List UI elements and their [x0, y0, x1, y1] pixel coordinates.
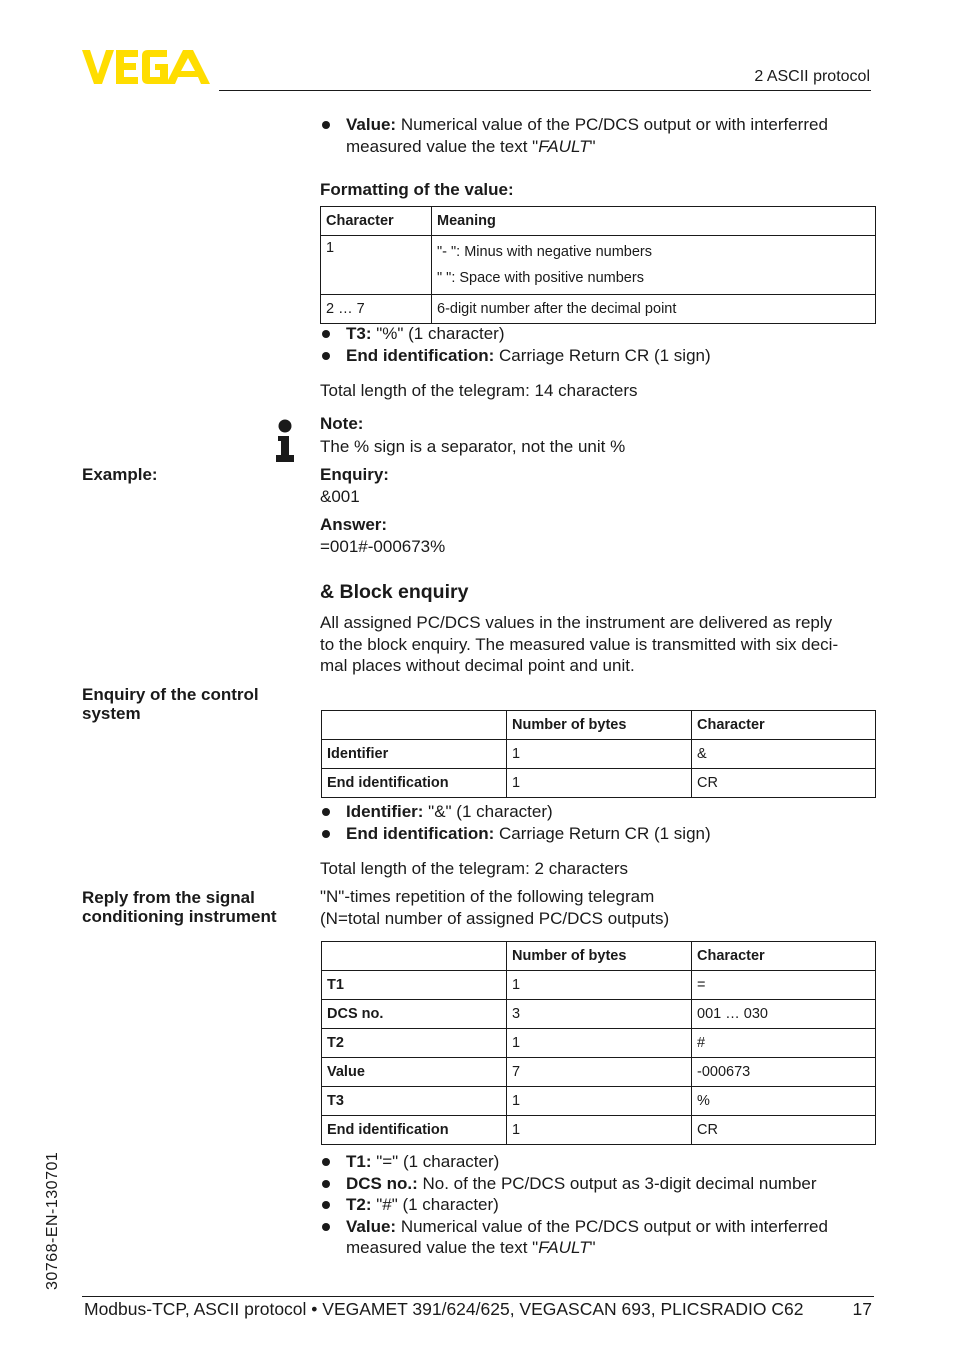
note-title: Note:: [320, 414, 364, 433]
table-row: Identifier 1 &: [322, 740, 876, 769]
list-item: End identification: Carriage Return CR (1 sign): [320, 823, 876, 845]
footer-divider: [82, 1296, 874, 1297]
block-enquiry-heading: & Block enquiry: [320, 581, 469, 603]
table-row: DCS no. 3 001 … 030: [322, 1000, 876, 1029]
formatting-table: [320, 206, 876, 324]
table-row: End identification 1 CR: [322, 1116, 876, 1145]
answer-value: =001#-000673%: [320, 537, 446, 556]
table-row: T2 1 #: [322, 1029, 876, 1058]
list-item: T2: "#" (1 character): [320, 1194, 876, 1216]
table-row: End identification 1 CR: [322, 769, 876, 798]
info-icon: [274, 419, 296, 462]
reply-intro: "N"-times repetition of the following telegram (N=total number of assigned PC/DCS outputs): [320, 887, 670, 928]
header-divider: [219, 90, 871, 91]
total-length-1: Total length of the telegram: 14 characters: [320, 381, 638, 400]
list-item: T1: "=" (1 character): [320, 1151, 876, 1173]
formatting-title: Formatting of the value:: [320, 180, 514, 199]
table-row: 2 … 7 6-digit number after the decimal point: [321, 295, 876, 324]
table-row: T3 1 %: [322, 1087, 876, 1116]
table-row: T1 1 =: [322, 971, 876, 1000]
header-character: Character: [321, 207, 432, 236]
vega-logo: [82, 50, 212, 84]
footer-text: Modbus-TCP, ASCII protocol • VEGAMET 391/624/625, VEGASCAN 693, PLICSRADIO C62: [84, 1299, 804, 1319]
document-code: 30768-EN-130701: [44, 1151, 61, 1290]
bullet-list-1: [320, 323, 876, 366]
example-label: Example:: [82, 465, 158, 484]
total-length-2: Total length of the telegram: 2 characters: [320, 859, 629, 878]
section-title: 2 ASCII protocol: [754, 68, 870, 85]
block-enquiry-paragraph: All assigned PC/DCS values in the instrument are delivered as reply to the block enquiry. The measured value is transmitted with six deci- mal places without decimal point and unit.: [320, 613, 839, 675]
table-row: 1 "- ": Minus with negative numbers " ": Space with positive numbers: [321, 236, 876, 295]
header-meaning: Meaning: [432, 207, 876, 236]
bullet-list-2: [320, 801, 876, 844]
list-item: Identifier: "&" (1 character): [320, 801, 876, 823]
reply-label: Reply from the signal conditioning instrument: [82, 888, 277, 926]
value-bullet-bottom: Value: Numerical value of the PC/DCS output or with interferred measured value the text "FAULT": [320, 1216, 876, 1259]
value-bullet-top: Value: Numerical value of the PC/DCS output or with interferred measured value the text "FAULT": [320, 114, 876, 157]
note-text: The % sign is a separator, not the unit %: [320, 437, 626, 456]
page-number: 17: [852, 1299, 872, 1319]
list-item: DCS no.: No. of the PC/DCS output as 3-digit decimal number: [320, 1173, 876, 1195]
enquiry-value: &001: [320, 487, 360, 506]
table-row: Value 7 -000673: [322, 1058, 876, 1087]
enquiry-label: Enquiry:: [320, 465, 389, 484]
reply-table: Number of bytes Character T1 1 = DCS no. 3 001 … 030 T2 1 # Value 7 -000673 T3 1 % End identification 1 CR: [321, 941, 876, 1145]
list-item: T3: "%" (1 character): [320, 323, 876, 345]
enquiry-control-label: Enquiry of the control system: [82, 685, 259, 723]
bullet-list-3: [320, 1151, 876, 1259]
answer-label: Answer:: [320, 515, 388, 534]
list-item: End identification: Carriage Return CR (1 sign): [320, 345, 876, 367]
enquiry-control-table: Number of bytes Character Identifier 1 & End identification 1 CR: [321, 710, 876, 798]
